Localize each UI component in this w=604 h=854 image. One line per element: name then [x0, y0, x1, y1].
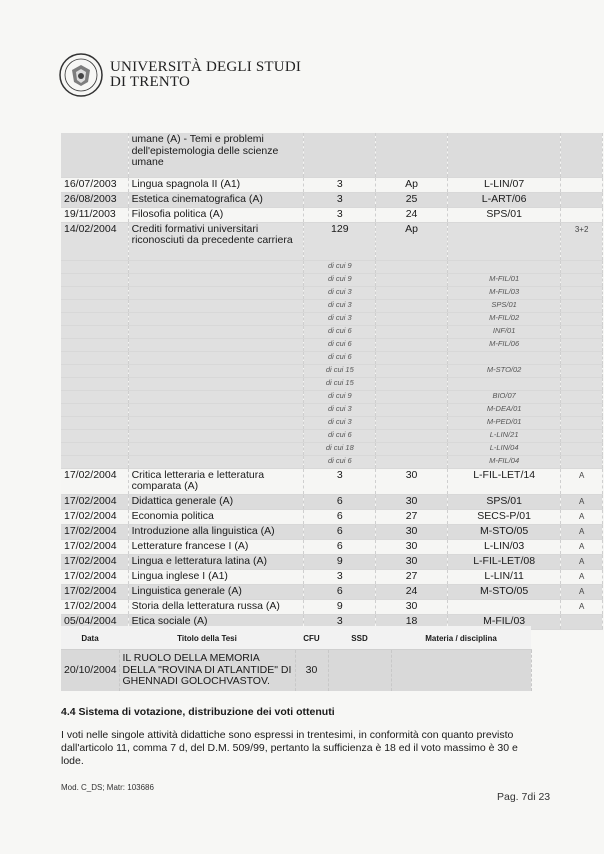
exam-note [561, 614, 603, 629]
breakdown-empty-grade [376, 273, 448, 286]
breakdown-cfu: di cui 6 [304, 429, 376, 442]
exam-ssd: L-ART/06 [447, 192, 560, 207]
exam-title: Lingua spagnola II (A1) [128, 177, 304, 192]
exam-grade: 30 [376, 554, 448, 569]
breakdown-empty-title [128, 351, 304, 364]
breakdown-ssd: L-LIN/04 [447, 442, 560, 455]
exam-row [61, 133, 603, 177]
exam-date: 17/02/2004 [61, 539, 128, 554]
exam-note: A [561, 554, 603, 569]
breakdown-empty-grade [376, 286, 448, 299]
exam-note [561, 177, 603, 192]
breakdown-row [61, 364, 603, 377]
exam-ssd: SPS/01 [447, 207, 560, 222]
exam-ssd: L-LIN/11 [447, 569, 560, 584]
exam-title: Lingua inglese I (A1) [128, 569, 304, 584]
exam-date: 19/11/2003 [61, 207, 128, 222]
thesis-header-cfu: CFU [295, 626, 328, 650]
breakdown-cfu: di cui 3 [304, 416, 376, 429]
exam-row [61, 584, 603, 599]
exam-title: Lingua e letteratura latina (A) [128, 554, 304, 569]
breakdown-empty-note [561, 286, 603, 299]
exam-ssd: SPS/01 [447, 494, 560, 509]
exam-date: 14/02/2004 [61, 222, 128, 260]
breakdown-empty-note [561, 299, 603, 312]
breakdown-row [61, 338, 603, 351]
breakdown-empty-note [561, 455, 603, 468]
breakdown-empty-date [61, 338, 128, 351]
breakdown-row [61, 429, 603, 442]
breakdown-empty-grade [376, 364, 448, 377]
exam-row [61, 554, 603, 569]
exam-title: Storia della letteratura russa (A) [128, 599, 304, 614]
exam-note: A [561, 468, 603, 494]
breakdown-ssd: M-FIL/04 [447, 455, 560, 468]
breakdown-ssd: L-LIN/21 [447, 429, 560, 442]
exam-note: A [561, 599, 603, 614]
breakdown-row [61, 312, 603, 325]
breakdown-empty-title [128, 338, 304, 351]
breakdown-row [61, 273, 603, 286]
exam-cfu: 3 [304, 614, 376, 629]
breakdown-empty-note [561, 325, 603, 338]
exam-note: A [561, 494, 603, 509]
breakdown-row [61, 325, 603, 338]
exam-row [61, 192, 603, 207]
exam-cfu: 3 [304, 192, 376, 207]
breakdown-empty-grade [376, 299, 448, 312]
breakdown-cfu: di cui 6 [304, 325, 376, 338]
exam-ssd: L-FIL-LET/14 [447, 468, 560, 494]
breakdown-empty-note [561, 403, 603, 416]
footer-module-id: Mod. C_DS; Matr: 103686 [61, 783, 154, 792]
breakdown-ssd: M-FIL/03 [447, 286, 560, 299]
breakdown-empty-grade [376, 442, 448, 455]
breakdown-empty-date [61, 377, 128, 390]
university-name-line2: DI TRENTO [110, 74, 190, 90]
exam-title: Linguistica generale (A) [128, 584, 304, 599]
breakdown-empty-title [128, 286, 304, 299]
breakdown-empty-title [128, 325, 304, 338]
exam-grade [376, 133, 448, 177]
thesis-title: IL RUOLO DELLA MEMORIA DELLA "ROVINA DI ATLANTIDE" DI GHENNADI GOLOCHVASTOV. [119, 650, 295, 691]
breakdown-ssd [447, 377, 560, 390]
exam-note: A [561, 584, 603, 599]
exam-ssd [447, 133, 560, 177]
breakdown-row [61, 286, 603, 299]
breakdown-empty-date [61, 416, 128, 429]
breakdown-cfu: di cui 9 [304, 390, 376, 403]
thesis-ssd [328, 650, 391, 691]
exam-row [61, 494, 603, 509]
section-paragraph: I voti nelle singole attività didattiche sono espressi in trentesimi, in conformità con quanto previsto dall'articolo 11, comma 7 d, del D.M. 509/99, pertanto la sufficienza è 18 ed il voto massimo è 30 e lode. [61, 729, 518, 767]
exam-date: 26/08/2003 [61, 192, 128, 207]
exam-date: 17/02/2004 [61, 494, 128, 509]
breakdown-row [61, 351, 603, 364]
exam-row [61, 207, 603, 222]
exam-cfu: 6 [304, 524, 376, 539]
thesis-header-date: Data [61, 626, 119, 650]
breakdown-row [61, 390, 603, 403]
breakdown-row [61, 416, 603, 429]
exam-title: Estetica cinematografica (A) [128, 192, 304, 207]
exam-cfu: 3 [304, 177, 376, 192]
university-seal-icon [58, 52, 104, 98]
exam-ssd [447, 599, 560, 614]
exam-row [61, 569, 603, 584]
breakdown-empty-note [561, 429, 603, 442]
exam-cfu: 6 [304, 509, 376, 524]
breakdown-empty-title [128, 312, 304, 325]
breakdown-cfu: di cui 3 [304, 299, 376, 312]
breakdown-empty-title [128, 403, 304, 416]
exam-row [61, 539, 603, 554]
exam-grade: 30 [376, 494, 448, 509]
breakdown-empty-note [561, 273, 603, 286]
exam-ssd: SECS-P/01 [447, 509, 560, 524]
exam-date: 05/04/2004 [61, 614, 128, 629]
breakdown-empty-title [128, 442, 304, 455]
section-title: 4.4 Sistema di votazione, distribuzione dei voti ottenuti [61, 706, 335, 718]
exam-title: umane (A) - Temi e problemi dell'epistemologia delle scienze umane [128, 133, 304, 177]
exam-grade: 27 [376, 509, 448, 524]
exam-ssd: M-STO/05 [447, 584, 560, 599]
exam-grade: 24 [376, 207, 448, 222]
thesis-subject [391, 650, 531, 691]
thesis-header-subject: Materia / disciplina [391, 626, 531, 650]
breakdown-cfu: di cui 3 [304, 403, 376, 416]
exam-date: 17/02/2004 [61, 584, 128, 599]
breakdown-empty-grade [376, 338, 448, 351]
exam-cfu: 9 [304, 554, 376, 569]
exam-row [61, 509, 603, 524]
exam-date: 17/02/2004 [61, 524, 128, 539]
exam-row [61, 524, 603, 539]
breakdown-cfu: di cui 3 [304, 312, 376, 325]
exam-date: 16/07/2003 [61, 177, 128, 192]
breakdown-ssd: M-STO/02 [447, 364, 560, 377]
breakdown-empty-date [61, 273, 128, 286]
exam-ssd: L-LIN/03 [447, 539, 560, 554]
exam-cfu [304, 133, 376, 177]
breakdown-empty-grade [376, 403, 448, 416]
exam-note [561, 207, 603, 222]
exam-grade: 30 [376, 599, 448, 614]
exam-row [61, 177, 603, 192]
breakdown-empty-title [128, 299, 304, 312]
breakdown-empty-note [561, 390, 603, 403]
exam-row [61, 222, 603, 260]
breakdown-empty-grade [376, 325, 448, 338]
breakdown-ssd: M-FIL/02 [447, 312, 560, 325]
breakdown-empty-title [128, 416, 304, 429]
breakdown-empty-note [561, 338, 603, 351]
breakdown-row [61, 455, 603, 468]
exam-cfu: 3 [304, 207, 376, 222]
thesis-cfu: 30 [295, 650, 328, 691]
exam-note: A [561, 509, 603, 524]
exam-title: Crediti formativi universitari riconosciuti da precedente carriera [128, 222, 304, 260]
breakdown-cfu: di cui 3 [304, 286, 376, 299]
exam-ssd: L-LIN/07 [447, 177, 560, 192]
exam-grade: 25 [376, 192, 448, 207]
breakdown-empty-date [61, 260, 128, 273]
exam-title: Didattica generale (A) [128, 494, 304, 509]
breakdown-ssd: M-DEA/01 [447, 403, 560, 416]
breakdown-empty-note [561, 364, 603, 377]
exam-row [61, 599, 603, 614]
breakdown-empty-note [561, 351, 603, 364]
exam-grade: 30 [376, 539, 448, 554]
university-logo [58, 52, 301, 98]
exam-note: A [561, 524, 603, 539]
exam-grade: 24 [376, 584, 448, 599]
breakdown-empty-note [561, 312, 603, 325]
breakdown-empty-date [61, 390, 128, 403]
breakdown-ssd: M-FIL/06 [447, 338, 560, 351]
breakdown-empty-title [128, 260, 304, 273]
breakdown-empty-grade [376, 351, 448, 364]
breakdown-empty-grade [376, 416, 448, 429]
breakdown-ssd: M-FIL/01 [447, 273, 560, 286]
exam-title: Introduzione alla linguistica (A) [128, 524, 304, 539]
breakdown-cfu: di cui 9 [304, 260, 376, 273]
exam-date: 17/02/2004 [61, 599, 128, 614]
breakdown-ssd: BIO/07 [447, 390, 560, 403]
thesis-table [61, 626, 532, 691]
breakdown-cfu: di cui 18 [304, 442, 376, 455]
breakdown-row [61, 299, 603, 312]
breakdown-ssd [447, 351, 560, 364]
thesis-row [61, 650, 531, 691]
breakdown-row [61, 377, 603, 390]
exam-note [561, 133, 603, 177]
breakdown-empty-grade [376, 377, 448, 390]
exam-title: Economia politica [128, 509, 304, 524]
breakdown-row [61, 260, 603, 273]
breakdown-cfu: di cui 15 [304, 377, 376, 390]
exam-ssd [447, 222, 560, 260]
exam-cfu: 6 [304, 539, 376, 554]
thesis-header-title: Titolo della Tesi [119, 626, 295, 650]
breakdown-empty-date [61, 455, 128, 468]
breakdown-empty-title [128, 377, 304, 390]
exam-date: 17/02/2004 [61, 468, 128, 494]
breakdown-empty-title [128, 429, 304, 442]
footer-page-number: Pag. 7di 23 [497, 791, 551, 803]
thesis-header-row [61, 626, 531, 650]
university-name-line1: UNIVERSITÀ DEGLI STUDI [110, 59, 302, 75]
exam-grade: Ap [376, 222, 448, 260]
breakdown-empty-date [61, 429, 128, 442]
breakdown-empty-title [128, 455, 304, 468]
exam-grade: 30 [376, 468, 448, 494]
breakdown-empty-date [61, 403, 128, 416]
breakdown-ssd: SPS/01 [447, 299, 560, 312]
exam-cfu: 6 [304, 584, 376, 599]
exam-cfu: 3 [304, 468, 376, 494]
university-name [110, 60, 301, 90]
breakdown-empty-grade [376, 312, 448, 325]
breakdown-ssd [447, 260, 560, 273]
breakdown-empty-date [61, 325, 128, 338]
exam-note: 3+2 [561, 222, 603, 260]
exam-date: 17/02/2004 [61, 509, 128, 524]
breakdown-empty-title [128, 273, 304, 286]
exam-ssd: M-FIL/03 [447, 614, 560, 629]
breakdown-cfu: di cui 9 [304, 273, 376, 286]
breakdown-ssd: M-PED/01 [447, 416, 560, 429]
exam-row [61, 468, 603, 494]
breakdown-empty-date [61, 364, 128, 377]
exam-cfu: 3 [304, 569, 376, 584]
exam-grade: 18 [376, 614, 448, 629]
exam-grade: Ap [376, 177, 448, 192]
breakdown-empty-date [61, 286, 128, 299]
breakdown-empty-title [128, 364, 304, 377]
exam-title: Letterature francese I (A) [128, 539, 304, 554]
exam-grades-table [61, 133, 603, 630]
exam-grade: 27 [376, 569, 448, 584]
exam-date: 17/02/2004 [61, 554, 128, 569]
breakdown-empty-note [561, 442, 603, 455]
breakdown-cfu: di cui 6 [304, 338, 376, 351]
thesis-date: 20/10/2004 [61, 650, 119, 691]
breakdown-cfu: di cui 15 [304, 364, 376, 377]
exam-note: A [561, 569, 603, 584]
breakdown-empty-note [561, 377, 603, 390]
breakdown-empty-date [61, 442, 128, 455]
breakdown-empty-note [561, 260, 603, 273]
exam-title: Critica letteraria e letteratura comparata (A) [128, 468, 304, 494]
exam-cfu: 129 [304, 222, 376, 260]
exam-cfu: 9 [304, 599, 376, 614]
exam-cfu: 6 [304, 494, 376, 509]
breakdown-empty-date [61, 312, 128, 325]
breakdown-empty-grade [376, 455, 448, 468]
breakdown-empty-date [61, 299, 128, 312]
exam-title: Etica sociale (A) [128, 614, 304, 629]
breakdown-empty-note [561, 416, 603, 429]
breakdown-empty-grade [376, 390, 448, 403]
exam-note [561, 192, 603, 207]
exam-title: Filosofia politica (A) [128, 207, 304, 222]
breakdown-cfu: di cui 6 [304, 351, 376, 364]
breakdown-empty-date [61, 351, 128, 364]
breakdown-empty-grade [376, 429, 448, 442]
breakdown-row [61, 403, 603, 416]
exam-note: A [561, 539, 603, 554]
exam-grades-body [61, 133, 603, 629]
breakdown-cfu: di cui 6 [304, 455, 376, 468]
exam-ssd: L-FIL-LET/08 [447, 554, 560, 569]
exam-ssd: M-STO/05 [447, 524, 560, 539]
breakdown-empty-grade [376, 260, 448, 273]
breakdown-ssd: INF/01 [447, 325, 560, 338]
exam-grade: 30 [376, 524, 448, 539]
breakdown-empty-title [128, 390, 304, 403]
exam-date: 17/02/2004 [61, 569, 128, 584]
thesis-header-ssd: SSD [328, 626, 391, 650]
exam-date [61, 133, 128, 177]
breakdown-row [61, 442, 603, 455]
